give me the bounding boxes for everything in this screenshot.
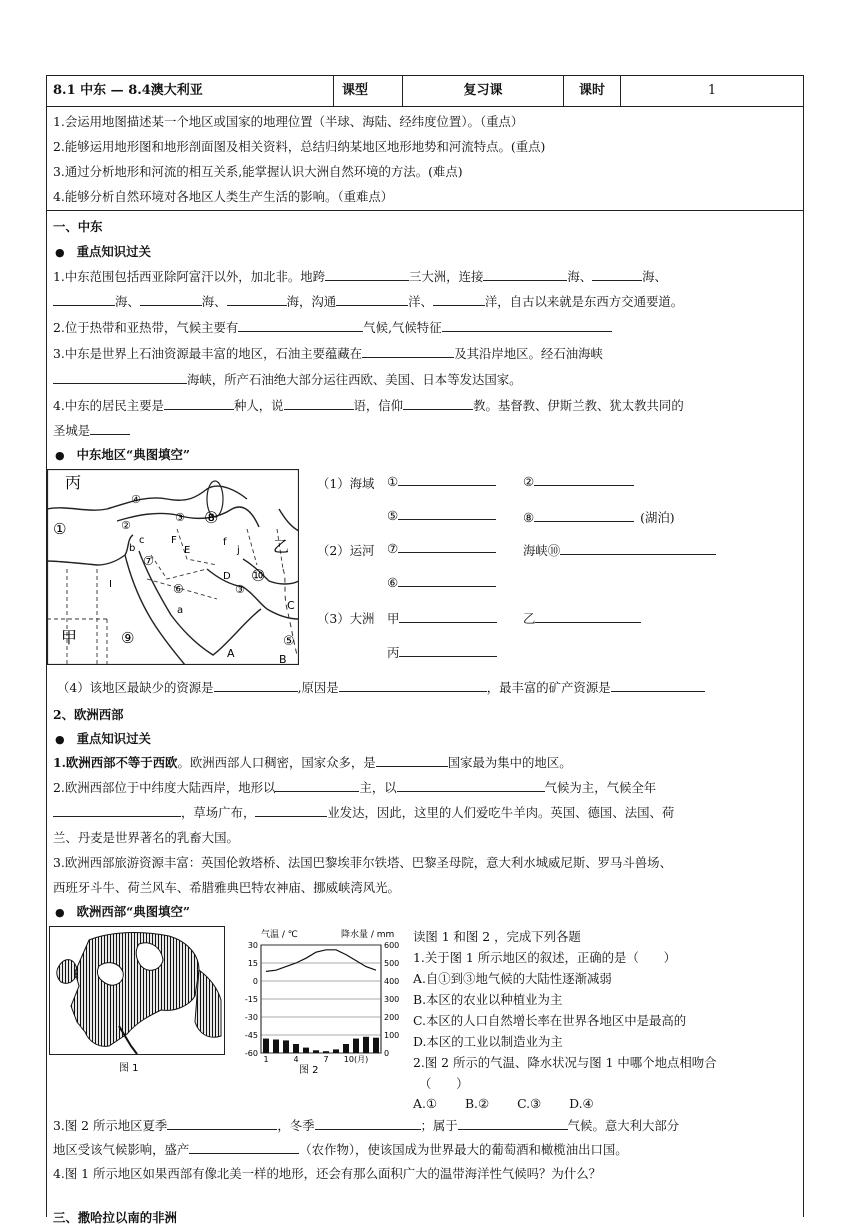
section2-knowledge-heading: ● 重点知识过关	[55, 731, 151, 746]
s2-q3-line2: 西班牙斗牛、荷兰风车、希腊雅典巴特农神庙、挪威峡湾风光。	[53, 880, 400, 895]
blank[interactable]	[90, 423, 130, 435]
blank[interactable]	[560, 543, 716, 555]
fill-sea-2: ②	[523, 474, 634, 489]
precip-bar	[333, 1049, 339, 1053]
blank[interactable]	[315, 1118, 421, 1130]
section2-title: 2、欧洲西部	[53, 707, 124, 722]
section1-knowledge-heading: ● 重点知识过关	[55, 244, 151, 259]
map-label-B: B	[279, 653, 287, 665]
type-label-cell	[334, 76, 403, 106]
blank[interactable]	[534, 510, 634, 522]
s2-mc2-options	[413, 1096, 594, 1111]
precip-tick-label: 100	[384, 1031, 400, 1040]
s2-mc1-opt-d[interactable]: D.本区的工业以制造业为主	[413, 1034, 563, 1049]
s2-q2-line1: 2.欧洲西部位于中纬度大陆西岸，地形以 主，以 气候为主，气候全年	[53, 780, 657, 795]
precip-tick-label: 200	[384, 1013, 400, 1022]
blank[interactable]	[433, 294, 485, 306]
section3-title: 三、撒哈拉以南的非洲	[53, 1210, 177, 1225]
precip-tick-label: 400	[384, 977, 400, 986]
map-label-a: a	[177, 605, 184, 616]
blank[interactable]	[458, 1118, 568, 1130]
blank[interactable]	[238, 320, 363, 332]
precip-bar	[353, 1039, 359, 1053]
s2-q1: 1.欧洲西部不等于西欧。欧洲西部人口稠密，国家众多，是 国家最为集中的地区。	[53, 755, 572, 770]
s1-q4-line1: 4.中东的居民主要是 种人，说 语，信仰 教。基督教、伊斯兰教、犹太教共同的	[53, 398, 684, 413]
blank[interactable]	[399, 611, 497, 623]
s2-mc2-paren: （ ）	[419, 1076, 469, 1091]
map-label-I: I	[109, 579, 112, 590]
temp-tick-label: 15	[247, 959, 258, 968]
blank[interactable]	[362, 346, 454, 358]
s2-mc1-opt-a[interactable]: A.自①到③地气候的大陆性逐渐减弱	[413, 971, 612, 986]
blank[interactable]	[535, 611, 641, 623]
temp-tick-label: -15	[244, 995, 258, 1004]
map-circle-7: ⑦	[143, 554, 154, 568]
s1-q4-line2: 圣城是	[53, 421, 130, 439]
temp-axis-label: 气温 / ℃	[261, 930, 298, 940]
blank[interactable]	[376, 755, 448, 767]
map-label-c: c	[139, 535, 145, 546]
precip-tick-label: 500	[384, 959, 400, 968]
s2-q3b-line1: 3.图 2 所示地区夏季 ，冬季 ；属于 气候。意大利大部分	[53, 1118, 680, 1133]
temp-tick-label: -60	[244, 1049, 258, 1058]
blank[interactable]	[325, 269, 409, 281]
blank[interactable]	[399, 645, 497, 657]
s2-mc2-opt-d[interactable]: D.④	[569, 1096, 594, 1111]
blank[interactable]	[189, 1142, 299, 1154]
s1-q3-line2: 海峡，所产石油绝大部分运往西欧、美国、日本等发达国家。	[53, 370, 522, 388]
precip-bar	[293, 1044, 299, 1053]
hours-value-cell	[621, 76, 803, 106]
temp-tick-label: -30	[244, 1013, 258, 1022]
s2-q2-line2: ，草场广布， 业发达，因此，这里的人们爱吃牛羊肉。英国、德国、法国、荷	[53, 803, 674, 821]
blank[interactable]	[398, 474, 496, 486]
s1-q3-line1: 3.中东是世界上石油资源最丰富的地区，石油主要蕴藏在 及其沿岸地区。经石油海峡	[53, 346, 603, 361]
fill-canal-7: ⑦	[387, 541, 496, 556]
fill-sea-8: ⑧ (湖泊)	[523, 510, 675, 525]
precip-bar	[263, 1039, 269, 1053]
blank[interactable]	[53, 805, 181, 817]
blank[interactable]	[336, 294, 408, 306]
map-circle-5: ⑤	[283, 634, 295, 649]
type-value-cell	[403, 76, 564, 106]
blank[interactable]	[140, 294, 202, 306]
precip-bar	[323, 1051, 329, 1053]
precip-bar	[343, 1044, 349, 1053]
s1-map-heading: ● 中东地区“典图填空”	[55, 447, 190, 462]
lesson-title: 8.1 中东 — 8.4澳大利亚	[53, 83, 203, 98]
precip-bar	[363, 1037, 369, 1053]
section1-title: 一、中东	[53, 219, 103, 234]
s2-mc2-opt-a[interactable]: A.①	[413, 1096, 437, 1111]
blank[interactable]	[403, 398, 473, 410]
temp-tick-label: 30	[247, 941, 258, 950]
map-circle-9: ⑨	[121, 629, 135, 647]
x-tick-label: 7	[323, 1055, 329, 1064]
map-circle-2: ②	[121, 519, 131, 532]
s2-mc1-opt-c[interactable]: C.本区的人口自然增长率在世界各地区中是最高的	[413, 1013, 687, 1028]
precip-bar	[283, 1040, 289, 1053]
map-label-C: C	[287, 599, 295, 612]
hours-label: 课时	[578, 83, 605, 98]
fill-canal-6: ⑥	[387, 575, 496, 590]
fill-continent-label: （3）大洲	[317, 611, 375, 626]
precip-tick-label: 600	[384, 941, 400, 950]
x-tick-label: 1	[263, 1055, 269, 1064]
precip-tick-label: 300	[384, 995, 400, 1004]
blank[interactable]	[483, 269, 567, 281]
blank[interactable]	[592, 269, 642, 281]
map-label-bing: 丙	[65, 473, 82, 492]
hours-value: 1	[707, 83, 717, 98]
s1-q1-line1: 1.中东范围包括西亚除阿富汗以外，加北非。地跨 三大洲，连接 海、 海、	[53, 269, 667, 284]
precip-axis-label: 降水量 / mm	[341, 930, 395, 940]
fig1-caption: 图 1	[119, 1063, 139, 1074]
blank[interactable]	[53, 372, 187, 384]
temp-tick-label: 0	[252, 977, 258, 986]
blank[interactable]	[167, 1118, 277, 1130]
s2-q3-line1: 3.欧洲西部旅游资源丰富：英国伦敦塔桥、法国巴黎埃菲尔铁塔、巴黎圣母院，意大利水城威尼斯、罗马斗兽场、	[53, 855, 672, 870]
s2-mc2: 2.图 2 所示的气温、降水状况与图 1 中哪个地点相吻合	[413, 1055, 717, 1070]
map-label-D: D	[223, 571, 231, 582]
map-label-b: b	[129, 543, 136, 554]
europe-map	[49, 926, 225, 1076]
blank[interactable]	[255, 805, 327, 817]
fig2-caption: 图 2	[299, 1065, 319, 1076]
blank[interactable]	[398, 508, 496, 520]
map-circle-8: ⑧	[204, 508, 219, 527]
header-row	[47, 76, 803, 107]
blank[interactable]	[611, 680, 705, 692]
blank[interactable]	[275, 780, 359, 792]
map-circle-3: ③	[175, 511, 185, 524]
middle-east-map	[47, 469, 299, 665]
precip-tick-label: 0	[384, 1049, 390, 1058]
x-tick-label: 10(月)	[343, 1055, 369, 1064]
fill-sea-label: （1）海域	[317, 476, 375, 491]
s1-q2: 2.位于热带和亚热带，气候主要有 气候,气候特征	[53, 318, 612, 336]
fill-continent-yi: 乙	[523, 609, 641, 627]
blank[interactable]	[284, 398, 354, 410]
type-label: 课型	[342, 83, 369, 98]
objective-4: 4.能够分析自然环境对各地区人类生产生活的影响。（重难点）	[53, 189, 394, 204]
temp-tick-label: -45	[244, 1031, 258, 1040]
temperature-line	[266, 950, 376, 972]
map-label-jia: 甲	[61, 628, 78, 647]
s2-q3b-line2: 地区受该气候影响，盛产 （农作物），使该国成为世界最大的葡萄酒和橄榄油出口国。	[53, 1142, 628, 1157]
map-label-j: j	[237, 545, 240, 556]
title-cell	[47, 76, 334, 106]
s2-q4b: 4.图 1 所示地区如果西部有像北美一样的地形，还会有那么面积广大的温带海洋性气候吗？为什么？	[53, 1166, 601, 1181]
s2-map-heading: ● 欧洲西部“典图填空”	[55, 904, 190, 919]
fill-sea-1: ①	[387, 474, 496, 489]
s1-resource-question: （4）该地区最缺少的资源是 ,原因是 ，最丰富的矿产资源是	[57, 678, 705, 696]
hours-label-cell	[564, 76, 621, 106]
x-tick-label: 4	[293, 1055, 299, 1064]
s2-read: 读图 1 和图 2 ，完成下列各题	[413, 929, 581, 944]
map-label-f: f	[223, 537, 227, 548]
blank[interactable]	[534, 474, 634, 486]
map-label-3b: ③	[235, 583, 245, 596]
precip-bar	[373, 1038, 379, 1053]
blank[interactable]	[214, 680, 298, 692]
map-circle-1: ①	[53, 520, 67, 538]
blank[interactable]	[398, 575, 496, 587]
climate-chart	[231, 927, 411, 1077]
fill-strait-10: 海峡⑩	[523, 541, 716, 559]
objective-3: 3.通过分析地形和河流的相互关系,能掌握认识大洲自然环境的方法。(难点)	[53, 164, 463, 179]
precip-bar	[313, 1050, 319, 1053]
blank[interactable]	[398, 541, 496, 553]
blank[interactable]	[397, 780, 545, 792]
blank[interactable]	[164, 398, 234, 410]
objectives-box	[47, 106, 803, 211]
fill-continent-jia: 甲	[387, 609, 497, 627]
fill-continent-bing: 丙	[387, 643, 497, 661]
precip-bar	[303, 1048, 309, 1053]
objective-1: 1.会运用地图描述某一个地区或国家的地理位置（半球、海陆、经纬度位置）。（重点）	[53, 114, 524, 129]
precip-bar	[273, 1040, 279, 1054]
s2-q2-line3: 兰、丹麦是世界著名的乳畜大国。	[53, 830, 239, 845]
s2-mc2-opt-b[interactable]: B.②	[464, 1096, 490, 1111]
blank[interactable]	[339, 680, 487, 692]
map-label-E: E	[184, 545, 191, 556]
blank[interactable]	[53, 294, 115, 306]
map-circle-6: ⑥	[173, 582, 184, 596]
map-label-A: A	[227, 647, 235, 660]
worksheet-page	[46, 75, 804, 1225]
fill-canal-label: （2）运河	[317, 543, 375, 558]
objective-2: 2.能够运用地形图和地形剖面图及相关资料，总结归纳某地区地形地势和河流特点。(重点)	[53, 139, 546, 154]
map-circle-10: ⑩	[251, 566, 266, 585]
s1-q1-line2: 海、 海、 海，沟通 洋、 洋，自古以来就是东西方交通要道。	[53, 292, 683, 310]
map-label-yi: 乙	[273, 537, 290, 556]
blank[interactable]	[442, 320, 612, 332]
s2-mc1-opt-b[interactable]: B.本区的农业以种植业为主	[413, 992, 563, 1007]
map-circle-4: ④	[131, 493, 141, 506]
blank[interactable]	[227, 294, 287, 306]
map-label-F: F	[171, 535, 177, 546]
s2-mc2-opt-c[interactable]: C.③	[517, 1096, 542, 1111]
fill-sea-5: ⑤	[387, 508, 496, 523]
s2-mc1: 1.关于图 1 所示地区的叙述，正确的是（ ）	[413, 950, 677, 965]
type-value: 复习课	[463, 83, 503, 98]
